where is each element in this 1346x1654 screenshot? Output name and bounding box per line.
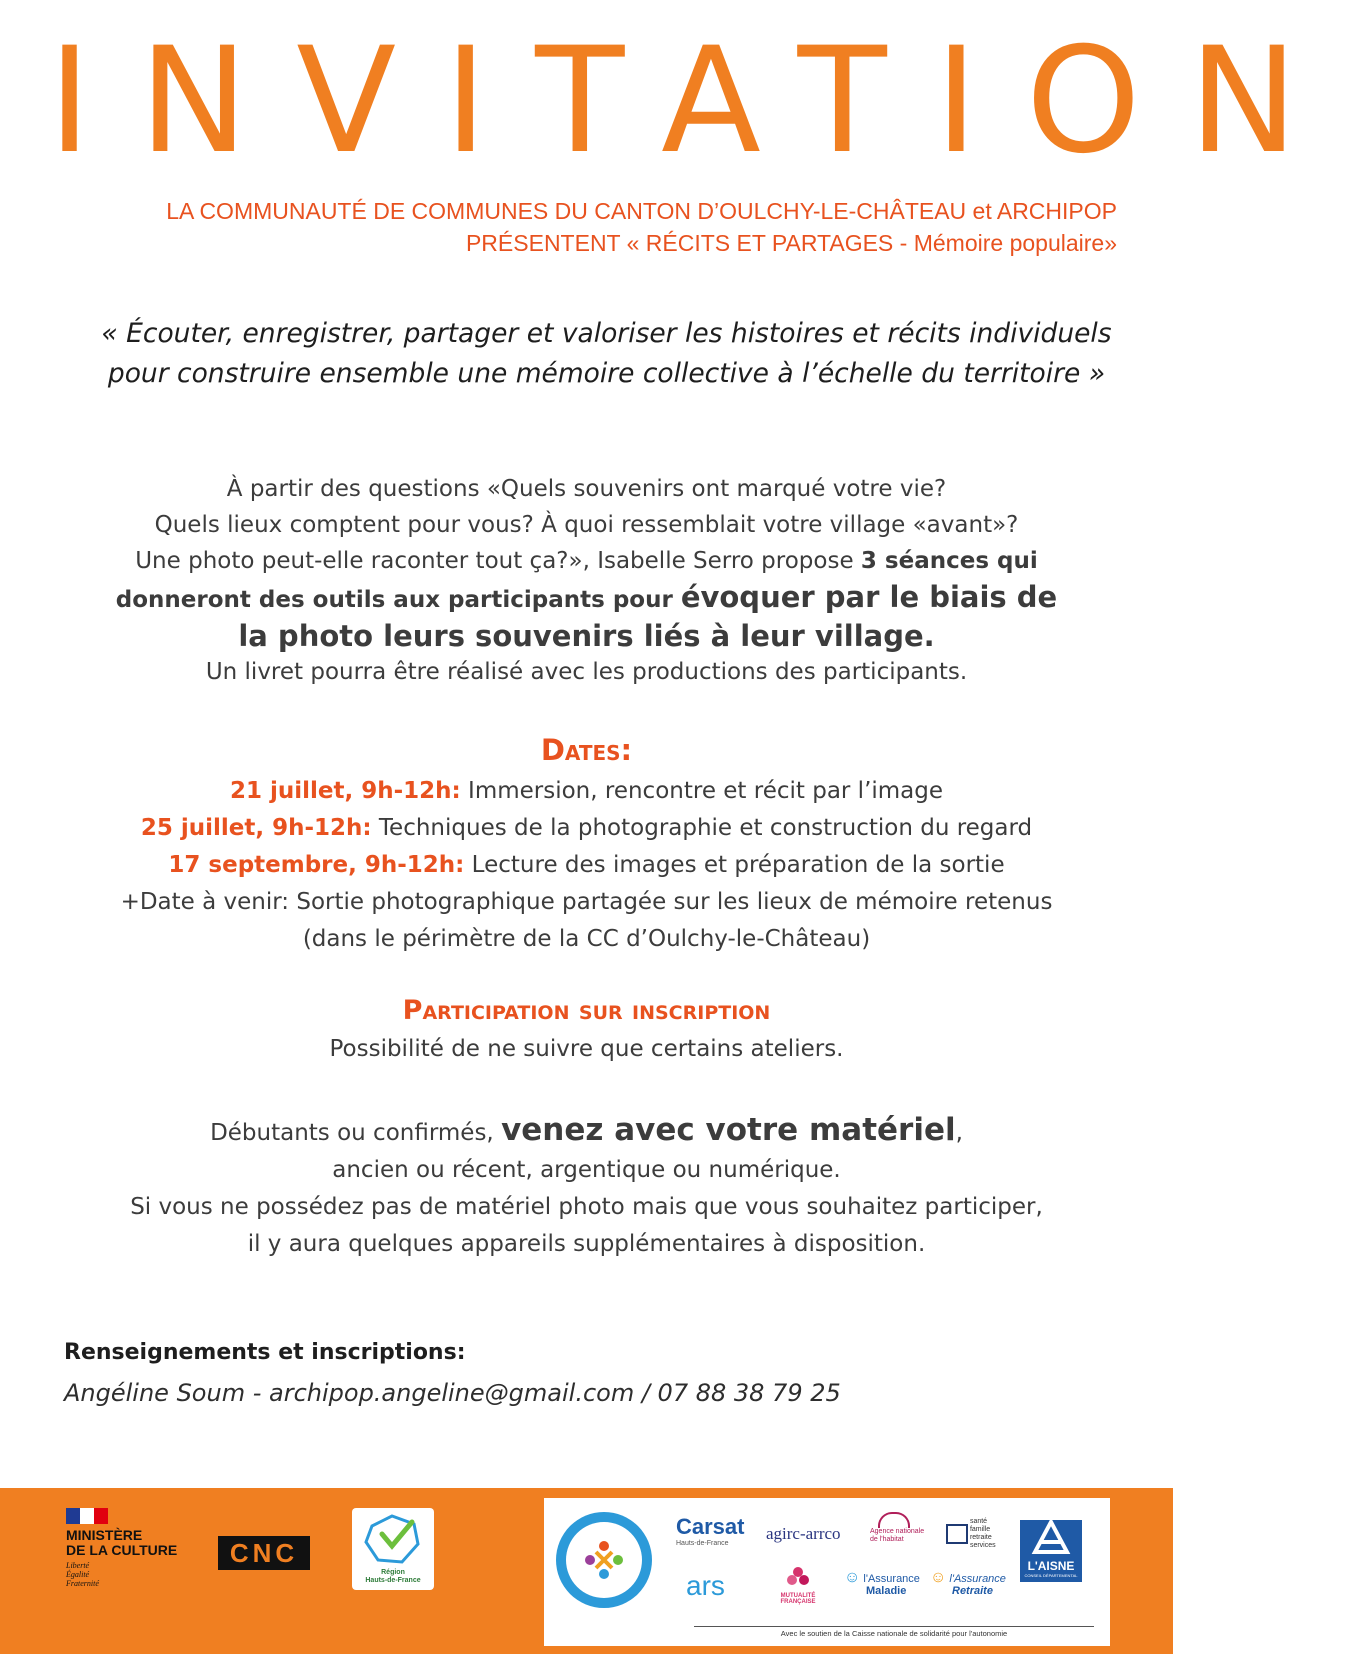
mutualite-name: MUTUALITÉ FRANÇAISE [780, 1593, 816, 1605]
intro-line-5: la photo leurs souvenirs liés à leur village. [238, 619, 935, 653]
famille-logo [946, 1518, 1006, 1550]
ars-logo: ars [686, 1570, 725, 1601]
participation-heading: Participation sur inscription [402, 995, 771, 1026]
agirc-arrco-logo: agirc-arrco [766, 1524, 841, 1543]
region-hauts-de-france-logo [352, 1508, 434, 1590]
date-label: 25 juillet, 9h-12h: [140, 815, 372, 841]
date-item [0, 773, 1173, 810]
quote-line-2: pour construire ensemble une mémoire collective à l’échelle du territoire » [107, 358, 1106, 389]
dates-list [0, 773, 1173, 958]
contact-details: Angéline Soum - archipop.angeline@gmail.com / 07 88 38 79 25 [64, 1379, 841, 1407]
date-item [0, 810, 1173, 847]
materiel-emphasis: venez avec votre matériel [501, 1112, 956, 1148]
region-label-1: Région [381, 1569, 405, 1576]
carsat-sub: Hauts-de-France [676, 1540, 729, 1547]
materiel-comma: , [955, 1120, 963, 1146]
materiel-text [0, 1112, 1173, 1263]
partners-panel [544, 1498, 1110, 1646]
subtitle-line-2: PRÉSENTENT « RÉCITS ET PARTAGES - Mémoire populaire» [465, 230, 1117, 256]
date-label: 17 septembre, 9h-12h: [168, 852, 465, 878]
materiel-line-2: ancien ou récent, argentique ou numérique. [332, 1157, 841, 1183]
anah-name: Agence nationale de l'habitat [870, 1528, 925, 1543]
maladie-line-2: Maladie [866, 1585, 907, 1597]
date-description: Lecture des images et préparation de la sortie [464, 852, 1005, 878]
seal-inner [566, 1522, 642, 1598]
participation-note: Possibilité de ne suivre que certains ateliers. [329, 1036, 844, 1062]
materiel-line-1-text: Débutants ou confirmés, [210, 1120, 502, 1146]
conference-financeurs-seal [556, 1512, 652, 1608]
contact-heading: Renseignements et inscriptions: [64, 1340, 466, 1365]
intro-line-4-bold: donneront des outils aux participants pour [115, 587, 681, 613]
intro-line-4 [0, 579, 1173, 618]
footer-band [0, 1488, 1173, 1654]
intro-line-4-emphasis: évoquer par le biais de [680, 580, 1058, 614]
cnc-logo: CNC [218, 1536, 310, 1570]
person-icon: ☺ [844, 1569, 861, 1586]
famille-name: santé famille retraite services [969, 1518, 996, 1549]
intro-text [0, 471, 1173, 690]
intro-line-6: Un livret pourra être réalisé avec les productions des participants. [205, 659, 968, 685]
quote [40, 314, 1173, 394]
materiel-line-3: Si vous ne possédez pas de matériel photo mais que vous souhaitez participer, [130, 1194, 1043, 1220]
anah-logo [870, 1512, 930, 1544]
date-extra-note: (dans le périmètre de la CC d’Oulchy-le-Château) [302, 926, 871, 952]
ministere-culture-logo [66, 1508, 206, 1604]
people-circle-icon [566, 1522, 642, 1598]
region-label-2: Hauts-de-France [365, 1577, 421, 1584]
contact-block [64, 1340, 841, 1407]
maladie-line-1: l'Assurance [863, 1573, 920, 1585]
materiel-line-4: il y aura quelques appareils supplémentaires à disposition. [247, 1231, 926, 1257]
ministere-line-1: MINISTÈRE [66, 1527, 143, 1543]
intro-line-2: Quels lieux comptent pour vous? À quoi ressemblait votre village «avant»? [154, 512, 1019, 538]
date-extra: +Date à venir: Sortie photographique partagée sur les lieux de mémoire retenus [120, 889, 1053, 915]
ministere-line-2: DE LA CULTURE [66, 1542, 178, 1558]
invitation-title: INVITATION [48, 16, 1346, 186]
carsat-name: Carsat [676, 1514, 745, 1539]
mutualite-logo [768, 1566, 828, 1605]
retraite-line-1: l'Assurance [949, 1573, 1006, 1585]
intro-line-3 [0, 543, 1173, 579]
motto-1: Liberté [66, 1561, 90, 1570]
motto-3: Fraternité [66, 1579, 99, 1588]
region-map-icon [352, 1508, 434, 1570]
anah-arc-icon [878, 1512, 910, 1528]
french-flag-icon [66, 1508, 108, 1524]
subtitle-line-1: LA COMMUNAUTÉ DE COMMUNES DU CANTON D’OULCHY-LE-CHÂTEAU et ARCHIPOP [166, 198, 1117, 224]
date-item [0, 847, 1173, 884]
retraite-line-2: Retraite [952, 1585, 993, 1597]
cnsa-support-text: Avec le soutien de la Caisse nationale de solidarité pour l'autonomie [694, 1626, 1094, 1638]
aisne-sub: CONSEIL DÉPARTEMENTAL [1024, 1573, 1078, 1578]
date-description: Immersion, rencontre et récit par l’image [460, 778, 944, 804]
aisne-name: L'AISNE [1027, 1559, 1075, 1573]
date-label: 21 juillet, 9h-12h: [229, 778, 461, 804]
ministere-motto [66, 1561, 206, 1588]
intro-line-3-bold: 3 séances qui [860, 548, 1038, 574]
intro-line-3-text: Une photo peut-elle raconter tout ça?», Isabelle Serro propose [135, 548, 861, 574]
aisne-emblem-icon [1031, 1520, 1071, 1554]
date-description: Techniques de la photographie et construction du regard [371, 815, 1033, 841]
famille-box-icon [946, 1524, 968, 1544]
subtitle [166, 195, 1117, 259]
intro-line-1: À partir des questions «Quels souvenirs ont marqué votre vie? [226, 476, 947, 502]
motto-2: Égalité [66, 1570, 90, 1579]
materiel-line-1 [0, 1112, 1173, 1152]
assurance-retraite-logo [930, 1569, 1006, 1597]
mutualite-flower-icon [786, 1566, 810, 1588]
region-label [352, 1569, 434, 1585]
aisne-logo [1020, 1520, 1082, 1582]
assurance-maladie-logo [844, 1569, 920, 1597]
carsat-logo [676, 1514, 744, 1547]
person-icon: ☺ [930, 1569, 947, 1586]
quote-line-1: « Écouter, enregistrer, partager et valoriser les histoires et récits individuels [101, 318, 1112, 349]
ministere-name [66, 1528, 206, 1558]
dates-heading: Dates: [540, 733, 633, 767]
